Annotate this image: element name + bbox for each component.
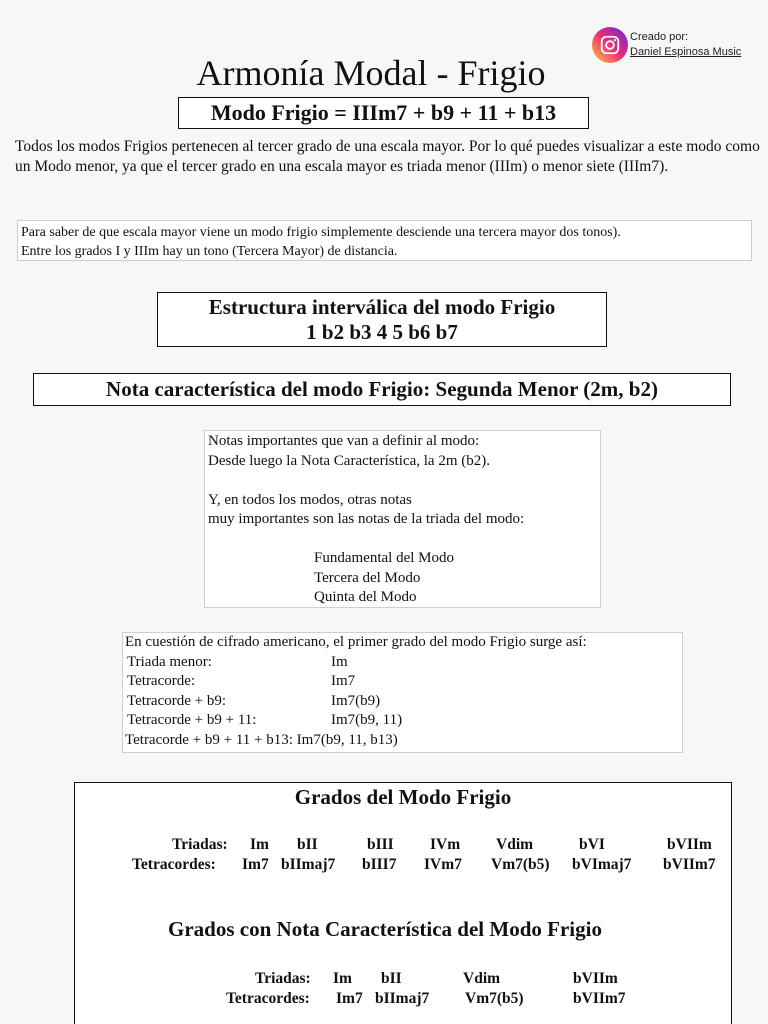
cifrado-row xyxy=(125,731,680,751)
notes-line: Notas importantes que van a definir al modo: xyxy=(208,433,480,449)
degree-triad: bII xyxy=(297,836,318,853)
degree-triad: IVm xyxy=(430,836,461,853)
tetrachords-label: Tetracordes: xyxy=(226,990,310,1007)
structure-title: Estructura interválica del modo Frigio xyxy=(208,295,556,319)
degree-tetrachord: bIII7 xyxy=(362,856,397,873)
chord-symbol-box xyxy=(122,632,683,753)
degree-tetrachord: bVIIm7 xyxy=(573,990,626,1007)
cifrado-label: Tetracorde + b9 + 11: xyxy=(127,712,257,728)
credit-label: Creado por: xyxy=(630,31,689,43)
notes-line: Y, en todos los modos, otras notas xyxy=(208,491,412,508)
degree-triad: bVI xyxy=(579,836,605,853)
degree-triad: bII xyxy=(381,970,402,987)
characteristic-note-box: Nota característica del modo Frigio: Segunda Menor (2m, b2) xyxy=(33,373,731,406)
cifrado-row xyxy=(125,653,680,673)
triad-note-item: Quinta del Modo xyxy=(314,589,417,605)
page-title: Armonía Modal - Frigio xyxy=(196,53,546,93)
degree-tetrachord: bVIIm7 xyxy=(663,856,716,873)
cifrado-row xyxy=(125,692,680,712)
cifrado-heading: En cuestión de cifrado americano, el primer grado del modo Frigio surge así: xyxy=(125,634,587,650)
tetrachords-label: Tetracordes: xyxy=(132,856,216,873)
blank-line xyxy=(208,471,597,491)
triads-label: Triadas: xyxy=(255,970,311,987)
cifrado-row xyxy=(125,711,680,731)
characteristic-degrees-title: Grados con Nota Característica del Modo Frigio xyxy=(168,917,602,941)
major-scale-note xyxy=(17,220,752,261)
degree-tetrachord: bIImaj7 xyxy=(281,856,336,873)
degree-triad: bIII xyxy=(367,836,394,853)
degree-tetrachord: bIImaj7 xyxy=(375,990,430,1007)
degree-tetrachord: Vm7(b5) xyxy=(491,856,550,873)
cifrado-row xyxy=(125,672,680,692)
degree-tetrachord: Im7 xyxy=(336,990,363,1007)
cifrado-value: Im7(b9) xyxy=(331,692,381,709)
cifrado-label: Tetracorde: xyxy=(127,673,196,689)
degree-tetrachord: bVImaj7 xyxy=(572,856,632,873)
blank-line xyxy=(208,530,597,550)
credit-link[interactable]: Daniel Espinosa Music xyxy=(630,46,742,58)
cifrado-label: Tetracorde + b9 + 11 + b13: xyxy=(125,731,293,748)
mode-formula: Modo Frigio = IIIm7 + b9 + 11 + b13 xyxy=(178,97,589,129)
cifrado-value: Im7(b9, 11, b13) xyxy=(296,731,398,748)
important-notes-box xyxy=(204,430,601,608)
notes-line: Desde luego la Nota Característica, la 2m (b2). xyxy=(208,452,490,469)
intro-paragraph: Todos los modos Frigios pertenecen al tercer grado de una escala mayor. Por lo qué puedes visualizar a este modo como un Modo menor, ya que el tercer grado en una escala mayor es triada menor (IIIm) o menor siete (IIIm7). xyxy=(15,138,760,175)
degree-tetrachord: Im7 xyxy=(242,856,269,873)
cifrado-value: Im7 xyxy=(331,673,356,689)
degree-triad: Vdim xyxy=(496,836,534,853)
triad-note-item: Tercera del Modo xyxy=(314,569,421,586)
cifrado-value: Im7(b9, 11) xyxy=(331,712,403,728)
cifrado-label: Triada menor: xyxy=(127,653,212,670)
degrees-title: Grados del Modo Frigio xyxy=(294,785,512,809)
structure-intervals: 1 b2 b3 4 5 b6 b7 xyxy=(306,320,458,344)
cifrado-value: Im xyxy=(331,653,348,670)
interval-structure-box xyxy=(157,292,607,347)
note-line: Entre los grados I y IIIm hay un tono (Tercera Mayor) de distancia. xyxy=(21,244,398,259)
degree-triad: Im xyxy=(250,836,269,853)
degree-tetrachord: IVm7 xyxy=(424,856,462,873)
cifrado-label: Tetracorde + b9: xyxy=(127,692,227,709)
notes-line: muy importantes son las notas de la triada del modo: xyxy=(208,511,525,527)
degree-triad: Im xyxy=(333,970,352,987)
degree-triad: bVIIm xyxy=(573,970,618,987)
triads-label: Triadas: xyxy=(172,836,228,853)
note-line: Para saber de que escala mayor viene un modo frigio simplemente desciende una tercera mayor dos tonos). xyxy=(21,225,621,240)
degree-tetrachord: Vm7(b5) xyxy=(465,990,524,1007)
mode-degrees-box xyxy=(74,782,732,1024)
triad-note-item: Fundamental del Modo xyxy=(314,550,454,566)
degree-triad: bVIIm xyxy=(667,836,712,853)
degree-triad: Vdim xyxy=(463,970,501,987)
